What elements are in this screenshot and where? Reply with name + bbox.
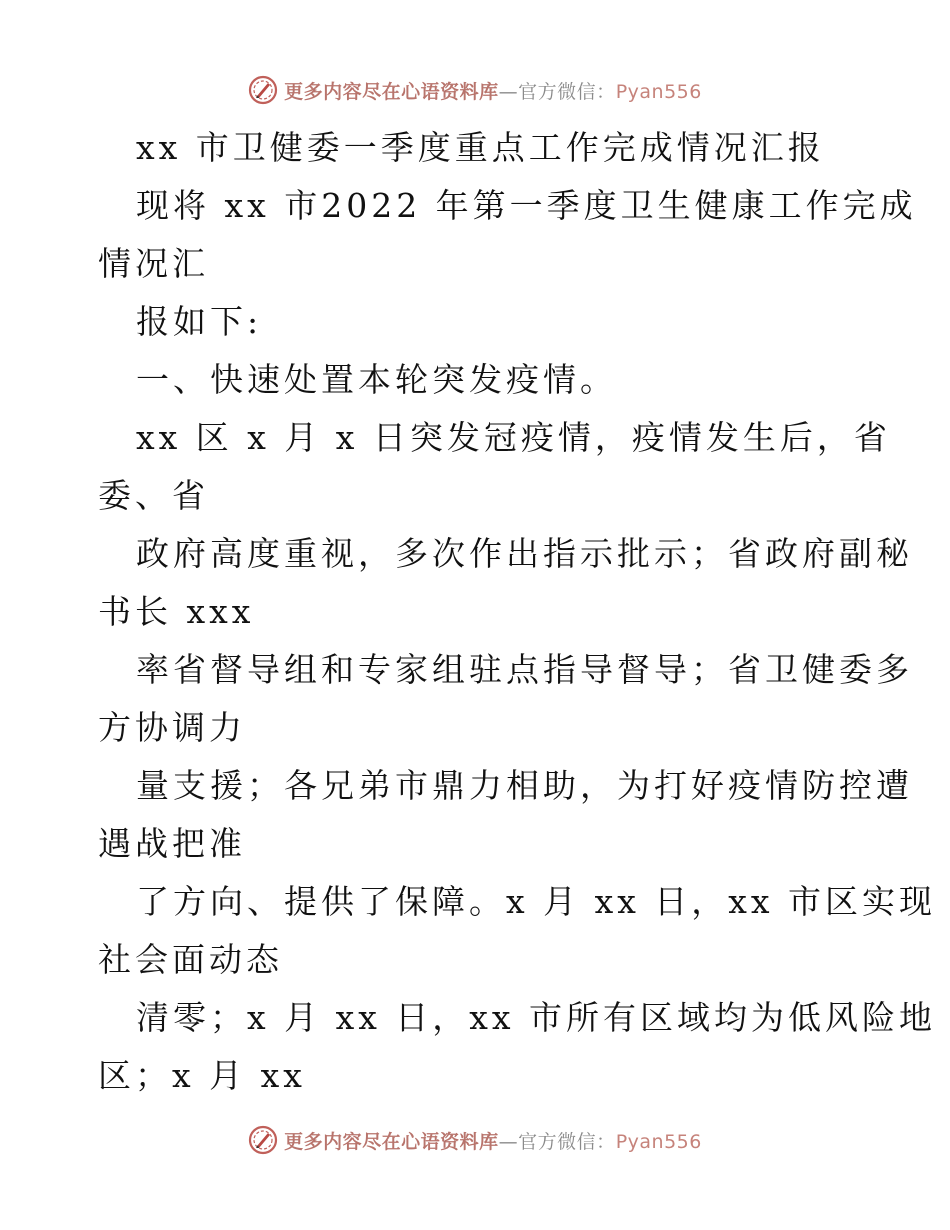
paragraph-line: 社会面动态 bbox=[98, 940, 283, 979]
paragraph-line: 了方向、提供了保障。x 月 xx 日，xx 市区实现 bbox=[136, 882, 937, 921]
paragraph-line: 率省督导组和专家组驻点指导督导；省卫健委多 bbox=[136, 650, 913, 689]
document-title: xx 市卫健委一季度重点工作完成情况汇报 bbox=[136, 128, 825, 167]
watermark-text: 更多内容尽在心语资料库—官方微信：Pyan556 bbox=[284, 80, 702, 103]
watermark-text: 更多内容尽在心语资料库—官方微信：Pyan556 bbox=[284, 1130, 702, 1153]
paragraph-line: 报如下: bbox=[136, 302, 263, 341]
paragraph-line: 现将 xx 市2022 年第一季度卫生健康工作完成 bbox=[136, 186, 917, 225]
paragraph-line: 遇战把准 bbox=[98, 824, 246, 863]
paragraph-line: 委、省 bbox=[98, 476, 209, 515]
paragraph-line: xx 区 x 月 x 日突发冠疫情，疫情发生后，省 bbox=[136, 418, 891, 457]
section-heading: 一、快速处置本轮突发疫情。 bbox=[136, 360, 617, 399]
watermark-footer bbox=[0, 1120, 950, 1160]
paragraph-line: 区；x 月 xx bbox=[98, 1056, 306, 1095]
watermark-header bbox=[0, 70, 950, 110]
paragraph-line: 量支援；各兄弟市鼎力相助，为打好疫情防控遭 bbox=[136, 766, 913, 805]
paragraph-line: 清零；x 月 xx 日，xx 市所有区域均为低风险地 bbox=[136, 998, 937, 1037]
paragraph-line: 方协调力 bbox=[98, 708, 246, 747]
paragraph-line: 政府高度重视，多次作出指示批示；省政府副秘 bbox=[136, 534, 913, 573]
quill-seal-icon bbox=[248, 1125, 278, 1155]
quill-seal-icon bbox=[248, 75, 278, 105]
paragraph-line: 情况汇 bbox=[98, 244, 209, 283]
paragraph-line: 书长 xxx bbox=[98, 592, 255, 631]
